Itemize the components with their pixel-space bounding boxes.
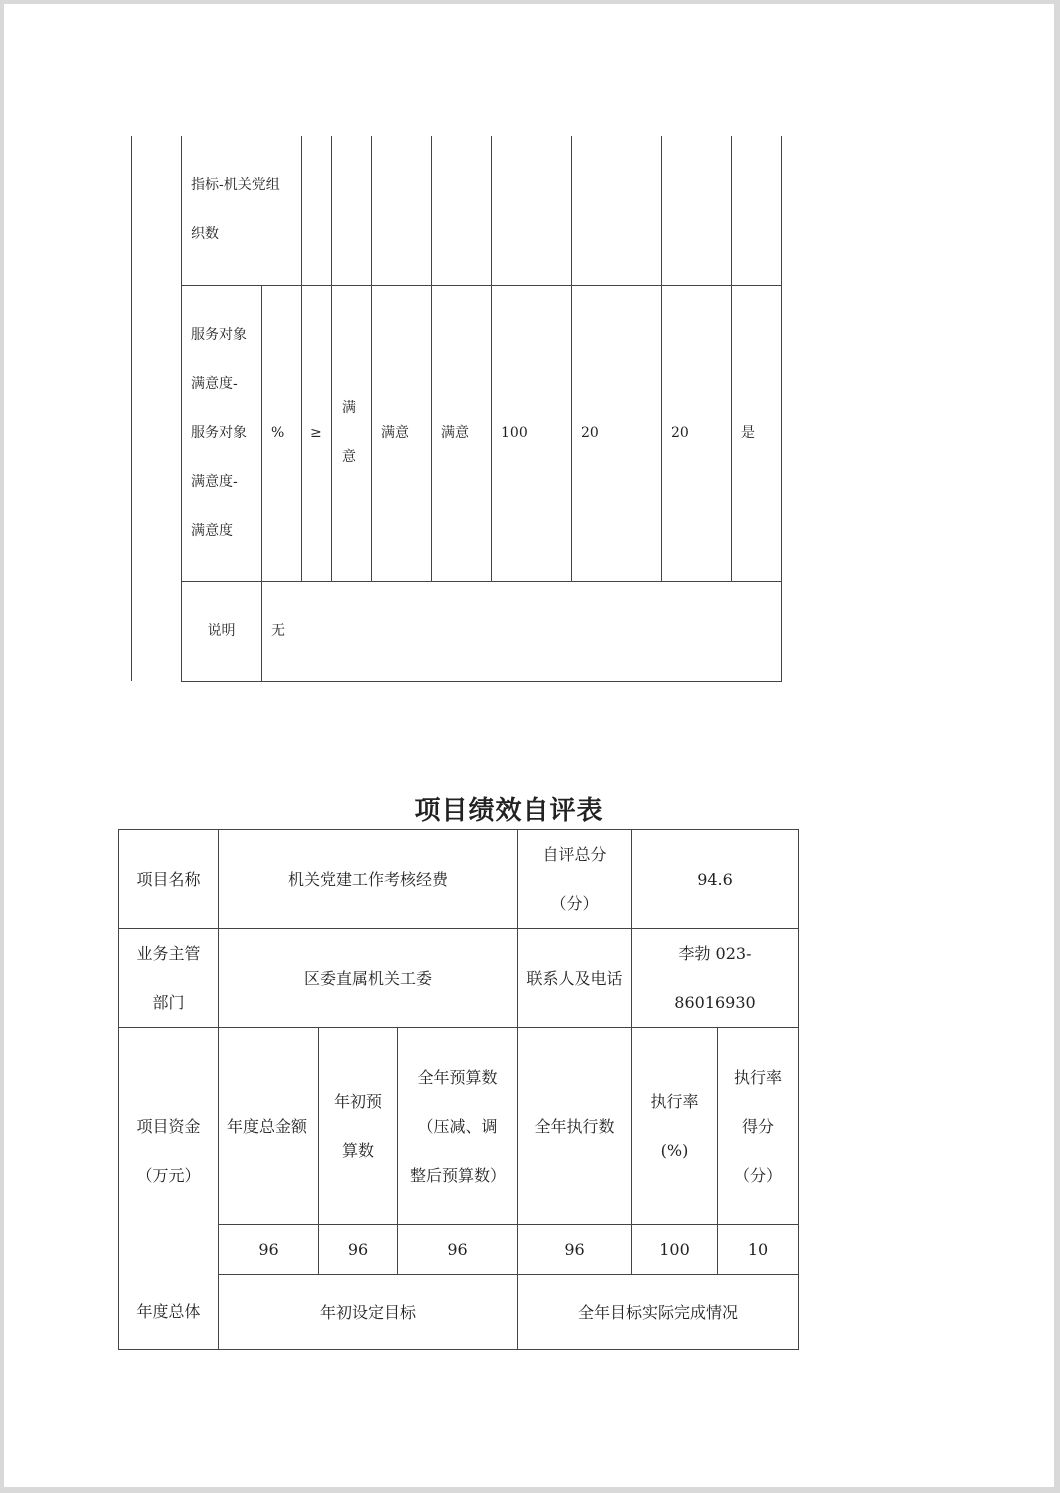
project-name: 机关党建工作考核经费: [219, 830, 518, 929]
cell-c3: [662, 136, 732, 285]
evaluation-table: [118, 829, 799, 1350]
value-annual-total: 96: [219, 1225, 319, 1275]
contact-value: 李勃 023-86016930: [632, 929, 799, 1028]
header-annual-total: 年度总金额: [219, 1028, 319, 1225]
table-row: [119, 830, 799, 929]
value-exec-rate: 100: [632, 1225, 718, 1275]
funds-label: 项目资金（万元）: [119, 1028, 219, 1275]
cell-target-b: 满意: [372, 285, 432, 581]
indicator-name: 服务对象满意度-服务对象满意度-满意度: [182, 285, 262, 581]
table-row: [119, 1028, 799, 1225]
value-initial-budget: 96: [319, 1225, 398, 1275]
goal-set: 年初设定目标: [219, 1275, 518, 1350]
note-value: 无: [262, 581, 782, 681]
header-full-year-budget: 全年预算数（压减、调整后预算数）: [398, 1028, 518, 1225]
project-name-label: 项目名称: [119, 830, 219, 929]
dept-value: 区委直属机关工委: [219, 929, 518, 1028]
table-row: [132, 285, 782, 581]
cell-c2: 20: [572, 285, 662, 581]
cell-c1: [492, 136, 572, 285]
score-value: 94.6: [632, 830, 799, 929]
value-full-year-exec: 96: [518, 1225, 632, 1275]
dept-label: 业务主管部门: [119, 929, 219, 1028]
note-label: 说明: [182, 581, 262, 681]
indicator-table: [131, 136, 782, 682]
score-label: 自评总分（分）: [518, 830, 632, 929]
cell-actual: 满意: [432, 285, 492, 581]
table-row: [132, 136, 782, 285]
header-initial-budget: 年初预算数: [319, 1028, 398, 1225]
table-row: [119, 929, 799, 1028]
cell-actual: [432, 136, 492, 285]
table-row: [132, 581, 782, 681]
cell-unit: %: [262, 285, 302, 581]
page-title: 项目绩效自评表: [414, 796, 604, 826]
indicator-name: 指标-机关党组织数: [182, 136, 302, 285]
header-exec-score: 执行率得分（分）: [718, 1028, 799, 1225]
cell-operator: ≥: [302, 285, 332, 581]
cell-flag: 是: [732, 285, 782, 581]
goal-actual: 全年目标实际完成情况: [518, 1275, 799, 1350]
cell-flag: [732, 136, 782, 285]
document-page: [4, 4, 1054, 1487]
header-full-year-exec: 全年执行数: [518, 1028, 632, 1225]
table-row: [119, 1225, 799, 1275]
value-exec-score: 10: [718, 1225, 799, 1275]
contact-label: 联系人及电话: [518, 929, 632, 1028]
cell-target-a: 满意: [332, 285, 372, 581]
cell-c3: 20: [662, 285, 732, 581]
cell-c2: [572, 136, 662, 285]
cell-target-a: [332, 136, 372, 285]
table-row: [119, 1275, 799, 1350]
row-group-cell: [132, 136, 182, 681]
goal-label: 年度总体: [119, 1275, 219, 1350]
cell-operator: [302, 136, 332, 285]
value-full-year-budget: 96: [398, 1225, 518, 1275]
cell-c1: 100: [492, 285, 572, 581]
header-exec-rate: 执行率(%): [632, 1028, 718, 1225]
cell-target-b: [372, 136, 432, 285]
